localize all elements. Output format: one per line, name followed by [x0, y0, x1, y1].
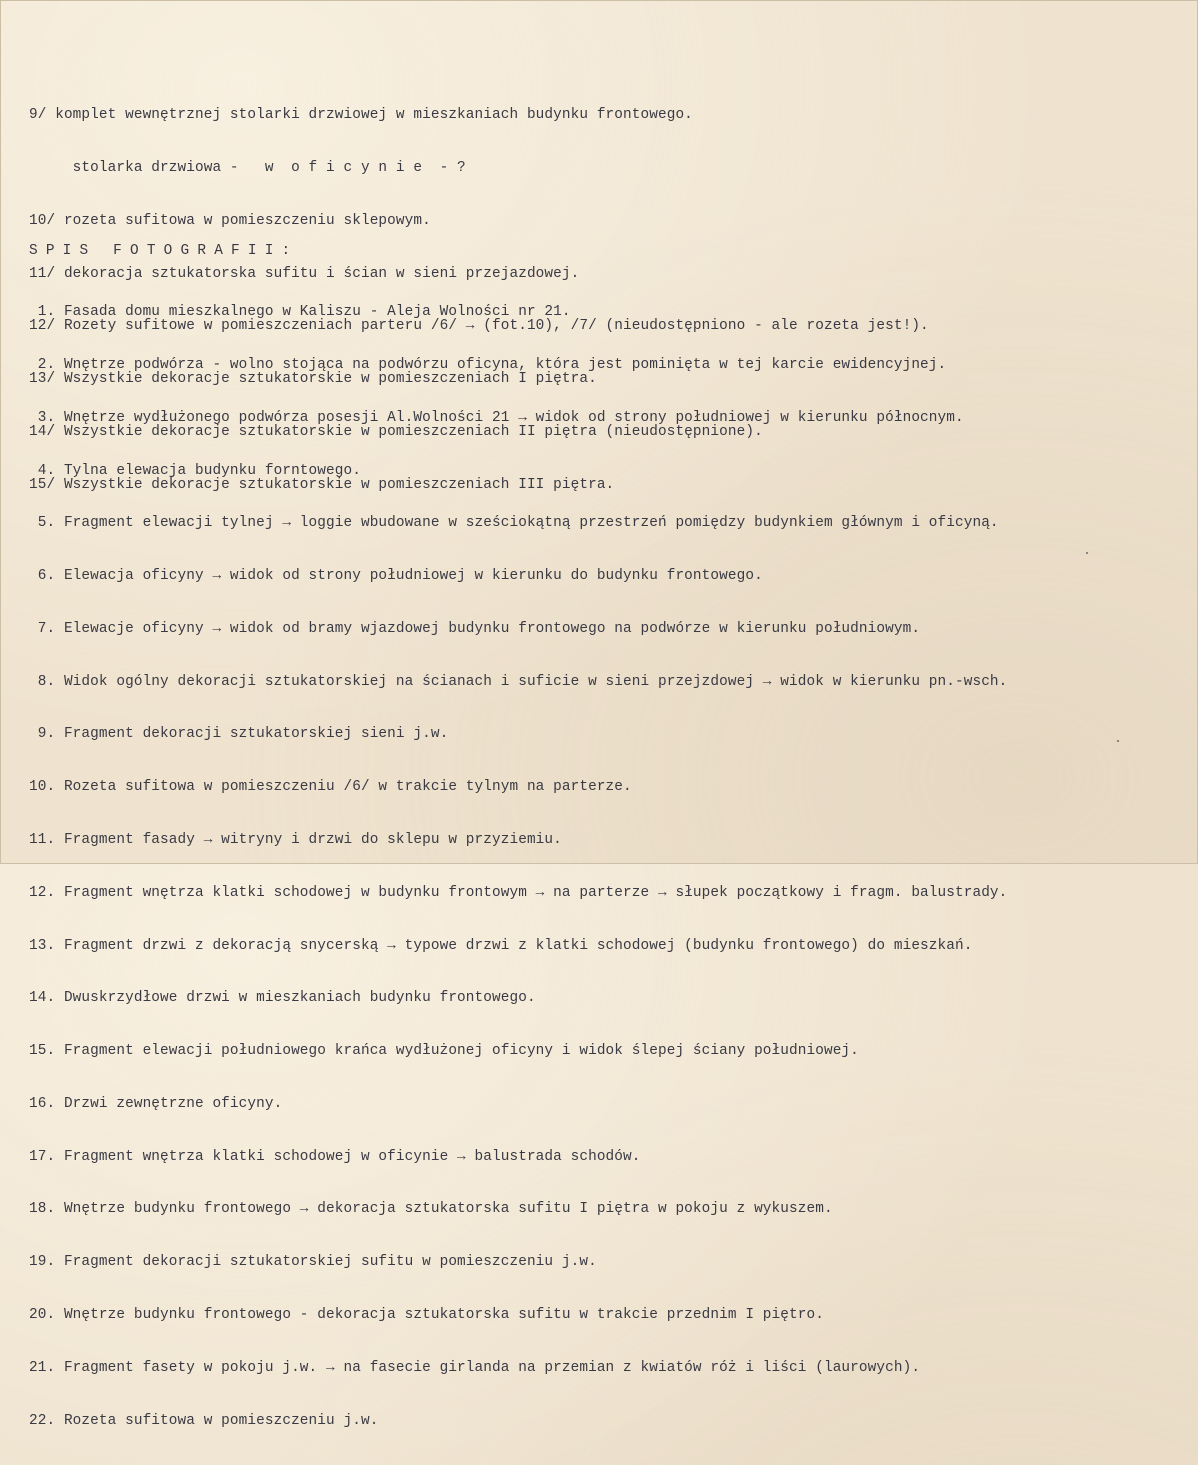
list-item: 14. Dwuskrzydłowe drzwi w mieszkaniach budynku frontowego. [29, 990, 536, 1007]
list-item: 22. Rozeta sufitowa w pomieszczeniu j.w. [29, 1412, 379, 1429]
list-item: 13/ Wszystkie dekoracje sztukatorskie w pomieszczeniach I piętra. [29, 371, 597, 388]
list-item: 16. Drzwi zewnętrzne oficyny. [29, 1095, 283, 1112]
list-item: 11. Fragment fasady → witryny i drzwi do sklepu w przyziemiu. [29, 832, 562, 848]
list-item: 5. Fragment elewacji tylnej → loggie wbudowane w sześciokątną przestrzeń pomiędzy budynkiem głównym i oficyną. [29, 515, 999, 532]
list-item: stolarka drzwiowa - w o f i c y n i e - ? [29, 159, 466, 176]
list-item: 4. Tylna elewacja budynku forntowego. [29, 462, 361, 479]
list-item: 13. Fragment drzwi z dekoracją snycerską → typowe drzwi z klatki schodowej (budynku frontowego) do mieszkań. [29, 937, 973, 954]
ink-speck [1117, 740, 1119, 742]
list-item: 11/ dekoracja sztukatorska sufitu i ścian w sieni przejazdowej. [29, 265, 580, 282]
list-item: 15/ Wszystkie dekoracje sztukatorskie w pomieszczeniach III piętra. [29, 476, 615, 493]
list-item: 7. Elewacje oficyny → widok od bramy wjazdowej budynku frontowego na podwórze w kierunku południowym. [29, 620, 921, 637]
list-item: 6. Elewacja oficyny → widok od strony południowej w kierunku do budynku frontowego. [29, 568, 763, 585]
list-item: 14/ Wszystkie dekoracje sztukatorskie w pomieszczeniach II piętra (nieudostępnione). [29, 423, 763, 440]
photo-list [29, 269, 1007, 1465]
list-item: 10. Rozeta sufitowa w pomieszczeniu /6/ w trakcie tylnym na parterze. [29, 779, 632, 796]
list-item: 12. Fragment wnętrza klatki schodowej w budynku frontowym → na parterze → słupek początkowy i fragm. balustrady. [29, 884, 1008, 901]
list-item: 9/ komplet wewnętrznej stolarki drzwiowej w mieszkaniach budynku frontowego. [29, 107, 693, 124]
list-item: 15. Fragment elewacji południowego krańca wydłużonej oficyny i widok ślepej ściany południowej. [29, 1043, 859, 1060]
list-item: 10/ rozeta sufitowa w pomieszczeniu sklepowym. [29, 212, 431, 229]
list-item: 17. Fragment wnętrza klatki schodowej w oficynie → balustrada schodów. [29, 1148, 641, 1165]
photo-list-heading: SPIS FOTOGRAFII: [29, 243, 299, 259]
list-item: 1. Fasada domu mieszkalnego w Kaliszu - Aleja Wolności nr 21. [29, 304, 571, 321]
list-item: 9. Fragment dekoracji sztukatorskiej sieni j.w. [29, 726, 449, 743]
list-item: 19. Fragment dekoracji sztukatorskiej sufitu w pomieszczeniu j.w. [29, 1254, 597, 1271]
list-item: 12/ Rozety sufitowe w pomieszczeniach parteru /6/ → (fot.10), /7/ (nieudostępniono - ale rozeta jest!). [29, 318, 929, 335]
list-item: 2. Wnętrze podwórza - wolno stojąca na podwórzu oficyna, która jest pominięta w tej karcie ewidencyjnej. [29, 356, 947, 373]
list-item: 8. Widok ogólny dekoracji sztukatorskiej na ścianach i suficie w sieni przejzdowej → widok w kierunku pn.-wsch. [29, 673, 1008, 690]
list-item: 21. Fragment fasety w pokoju j.w. → na fasecie girlanda na przemian z kwiatów róż i liści (laurowych). [29, 1359, 921, 1376]
list-item: 18. Wnętrze budynku frontowego → dekoracja sztukatorska sufitu I piętra w pokoju z wykuszem. [29, 1201, 833, 1218]
list-item: 20. Wnętrze budynku frontowego - dekoracja sztukatorska sufitu w trakcie przednim I piętro. [29, 1307, 824, 1324]
ink-speck [1086, 552, 1088, 554]
list-item: 3. Wnętrze wydłużonego podwórza posesji Al.Wolności 21 → widok od strony południowej w kierunku północnym. [29, 409, 964, 426]
